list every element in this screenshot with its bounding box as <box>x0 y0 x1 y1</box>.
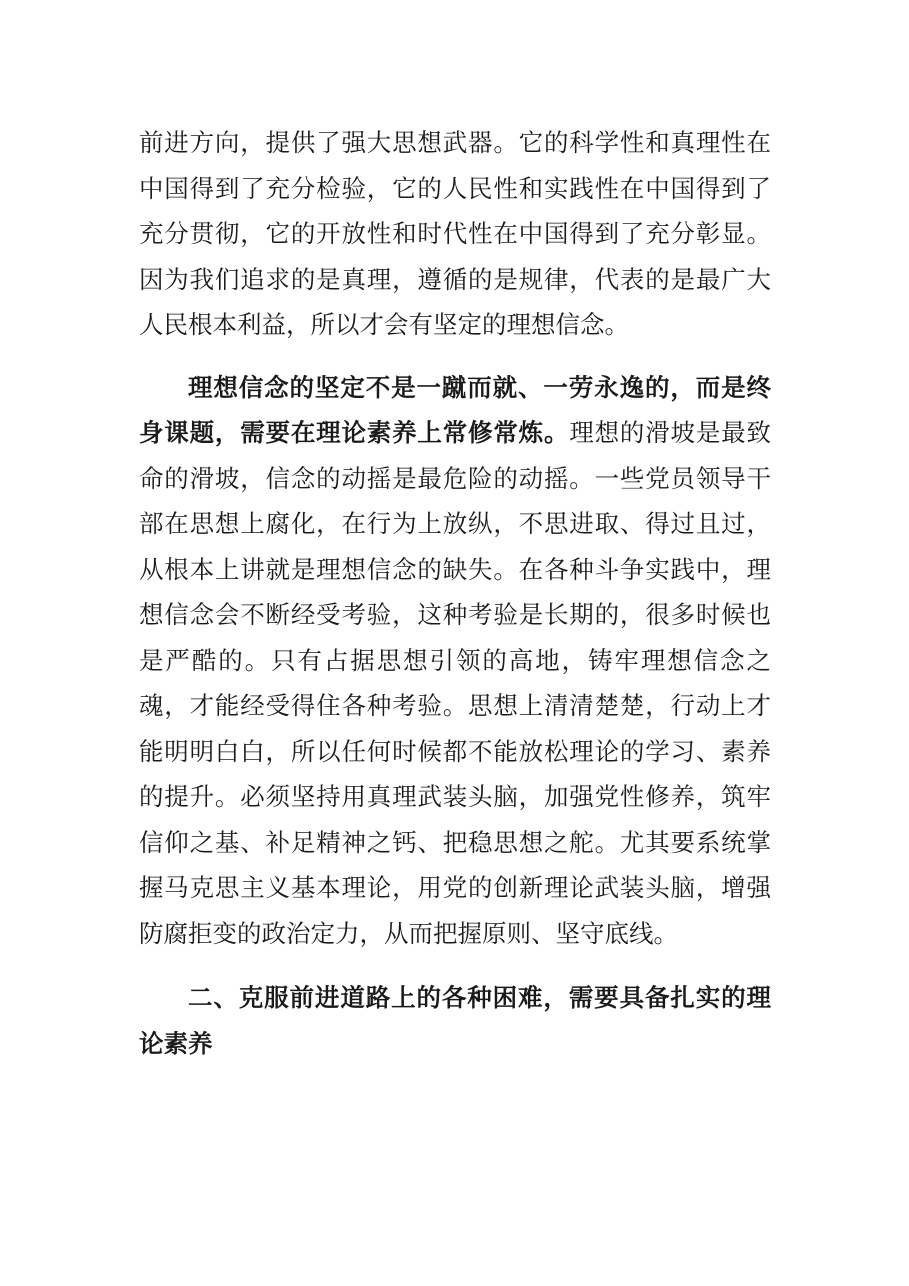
paragraph-continuation: 前进方向，提供了强大思想武器。它的科学性和真理性在中国得到了充分检验，它的人民性和实践性在中国得到了充分贯彻，它的开放性和时代性在中国得到了充分彰显。因为我们追求的是真理，遵循的是规律，代表的是最广大人民根本利益，所以才会有坚定的理想信念。 <box>139 128 771 339</box>
paragraph-ideals-belief <box>139 365 771 957</box>
paragraph-bold-lead: 理想信念的坚定不是一蹴而就、一劳永逸的，而是终身课题，需要在理论素养上常修常炼。 <box>139 372 771 447</box>
paragraph-body: 理想的滑坡是最致命的滑坡，信念的动摇是最危险的动摇。一些党员领导干部在思想上腐化，在行为上放纵，不思进取、得过且过，从根本上讲就是理想信念的缺失。在各种斗争实践中，理想信念会不断经受考验，这种考验是长期的，很多时候也是严酷的。只有占据思想引领的高地，铸牢理想信念之魂，才能经受得住各种考验。思想上清清楚楚，行动上才能明明白白，所以任何时候都不能放松理论的学习、素养的提升。必须坚持用真理武装头脑，加强党性修养，筑牢信仰之基、补足精神之钙、把稳思想之舵。尤其要系统掌握马克思主义基本理论，用党的创新理论武装头脑，增强防腐拒变的政治定力，从而把握原则、坚守底线。 <box>139 418 771 948</box>
document-page <box>139 120 771 1066</box>
section-heading: 二、克服前进道路上的各种困难，需要具备扎实的理论素养 <box>139 983 771 1058</box>
